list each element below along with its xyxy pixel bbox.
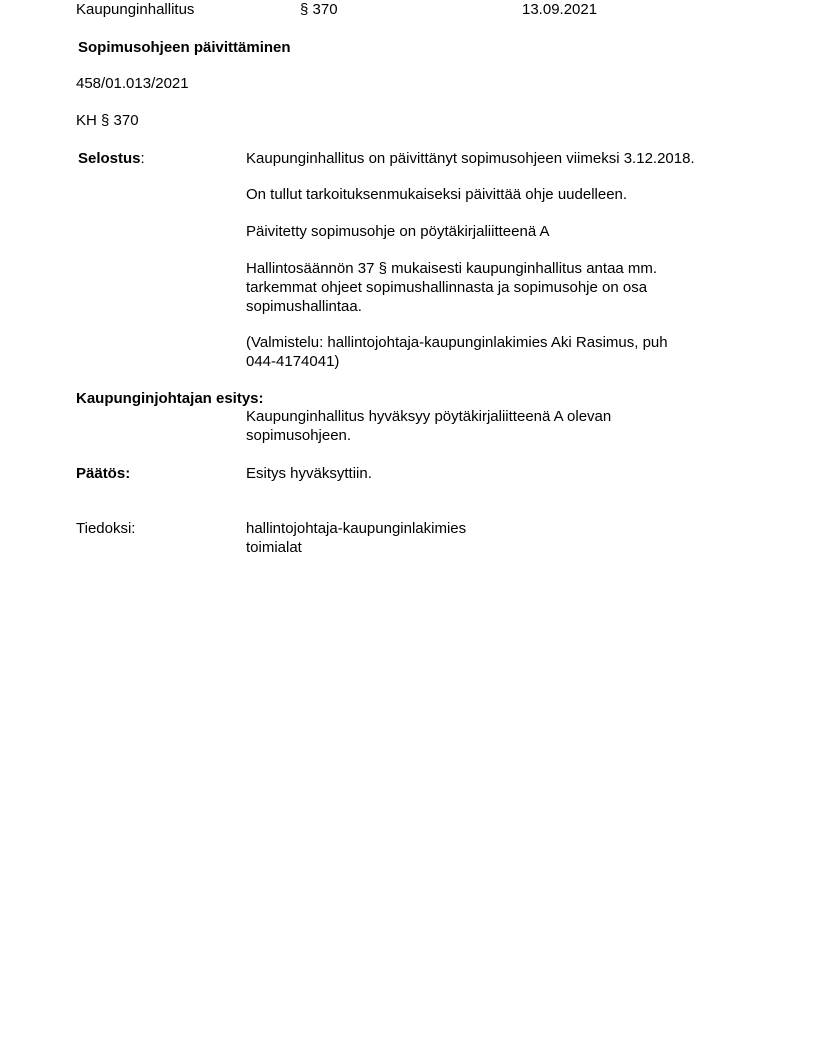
header-body: Kaupunginhallitus xyxy=(76,1,195,18)
section-ref: KH § 370 xyxy=(76,112,139,129)
selostus-paragraph-5-line-2: 044-4174041) xyxy=(246,353,340,370)
tiedoksi-line-1: hallintojohtaja-kaupunginlakimies xyxy=(246,520,467,537)
esitys-line-1: Kaupunginhallitus hyväksyy pöytäkirjaliitteenä A olevan xyxy=(246,408,612,425)
esitys-label: Kaupunginjohtajan esitys: xyxy=(76,390,264,407)
header-date: 13.09.2021 xyxy=(522,1,598,18)
selostus-paragraph-4-line-2: tarkemmat ohjeet sopimushallinnasta ja sopimusohje on osa xyxy=(246,279,648,296)
selostus-paragraph-4-line-3: sopimushallintaa. xyxy=(246,298,362,315)
selostus-paragraph-3: Päivitetty sopimusohje on pöytäkirjaliitteenä A xyxy=(246,223,550,240)
tiedoksi-label: Tiedoksi: xyxy=(76,520,136,537)
selostus-label xyxy=(78,149,145,168)
selostus-paragraph-2: On tullut tarkoituksenmukaiseksi päivittää ohje uudelleen. xyxy=(246,186,628,203)
paatos-text: Esitys hyväksyttiin. xyxy=(246,465,372,482)
selostus-paragraph-1: Kaupunginhallitus on päivittänyt sopimusohjeen viimeksi 3.12.2018. xyxy=(246,150,695,167)
selostus-colon: : xyxy=(140,150,145,167)
selostus-label-text: Selostus xyxy=(78,150,141,167)
tiedoksi-line-2: toimialat xyxy=(246,539,302,556)
esitys-line-2: sopimusohjeen. xyxy=(246,427,352,444)
esitys-text xyxy=(246,407,611,445)
paatos-label: Päätös: xyxy=(76,465,131,482)
record-number: 458/01.013/2021 xyxy=(76,75,189,92)
selostus-paragraph-5-line-1: (Valmistelu: hallintojohtaja-kaupunginlakimies Aki Rasimus, puh xyxy=(246,334,668,351)
tiedoksi-recipients xyxy=(246,519,466,557)
header-section: § 370 xyxy=(300,1,338,18)
selostus-paragraph-5 xyxy=(246,333,668,371)
selostus-paragraph-4 xyxy=(246,259,657,316)
document-title: Sopimusohjeen päivittäminen xyxy=(78,39,291,56)
selostus-paragraph-4-line-1: Hallintosäännön 37 § mukaisesti kaupunginhallitus antaa mm. xyxy=(246,260,658,277)
